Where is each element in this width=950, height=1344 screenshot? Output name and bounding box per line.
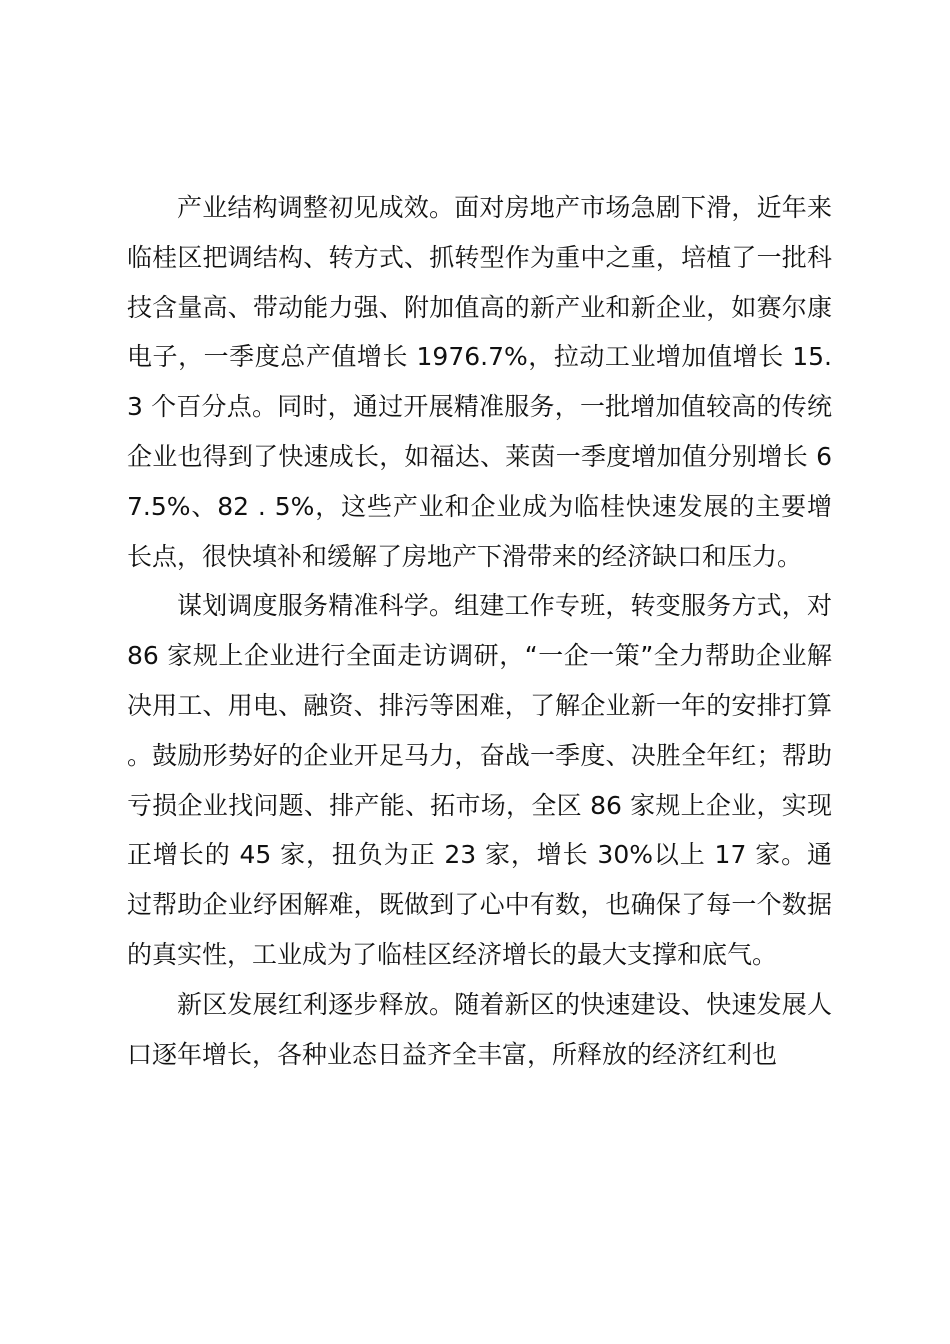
document-body: [127, 183, 832, 1079]
paragraph-industrial-structure: 产业结构调整初见成效。面对房地产市场急剧下滑，近年来临桂区把调结构、转方式、抓转型作为重中之重，培植了一批科技含量高、带动能力强、附加值高的新产业和新企业，如赛尔康电子，一季度总产值增长 1976.7%，拉动工业增加值增长 15.3 个百分点。同时，通过开展精准服务，一批增加值较高的传统企业也得到了快速成长，如福达、莱茵一季度增加值分别增长 67.5%、82 . 5%，这些产业和企业成为临桂快速发展的主要增长点，很快填补和缓解了房地产下滑带来的经济缺口和压力。: [127, 193, 832, 571]
paragraph-service-planning: 谋划调度服务精准科学。组建工作专班，转变服务方式，对 86 家规上企业进行全面走访调研，“一企一策”全力帮助企业解决用工、用电、融资、排污等困难，了解企业新一年的安排打算。鼓励形势好的企业开足马力，奋战一季度、决胜全年红；帮助亏损企业找问题、排产能、拓市场，全区 86 家规上企业，实现正增长的 45 家，扭负为正 23 家，增长 30%以上 17 家。通过帮助企业纾困解难，既做到了心中有数，也确保了每一个数据的真实性，工业成为了临桂区经济增长的最大支撑和底气。: [127, 591, 832, 969]
paragraph-new-district-dividend: 新区发展红利逐步释放。随着新区的快速建设、快速发展人口逐年增长，各种业态日益齐全丰富，所释放的经济红利也: [127, 989, 832, 1069]
